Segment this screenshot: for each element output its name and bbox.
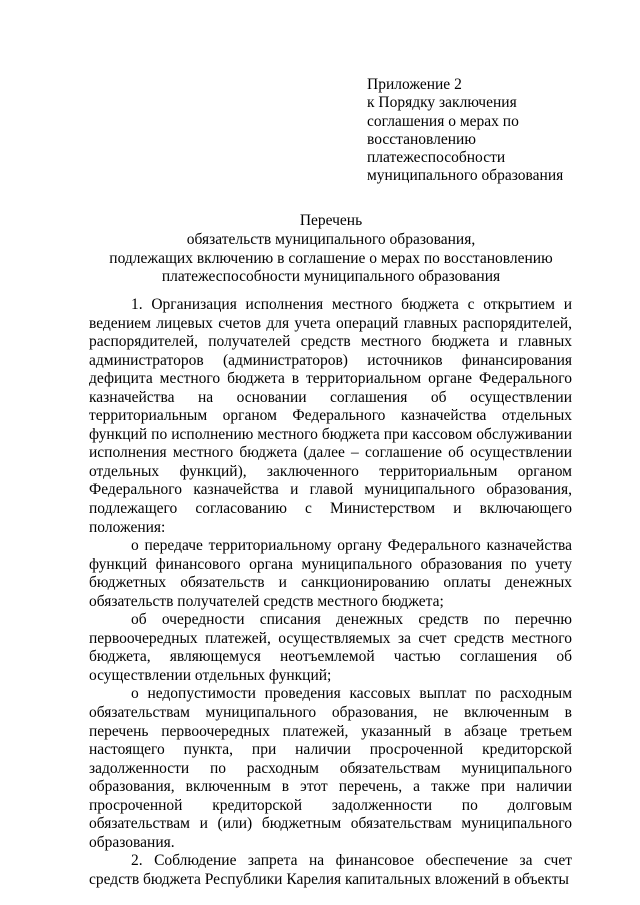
title-line: платежеспособности муниципального образования bbox=[161, 268, 501, 286]
appendix-line: к Порядку заключения bbox=[367, 94, 517, 112]
appendix-line: восстановлению bbox=[367, 130, 476, 148]
paragraph-subitem: о передаче территориальному органу Федерального казначейства функций финансового органа муниципального образования по учету бюджетных обязательств и санкционированию оплаты денежных обязательств получателей средств местного бюджета; bbox=[89, 537, 572, 610]
appendix-line: соглашения о мерах по bbox=[367, 112, 519, 130]
appendix-line: платежеспособности bbox=[367, 149, 506, 167]
document-body bbox=[89, 296, 572, 890]
document-title bbox=[88, 212, 574, 287]
title-line: обязательств муниципального образования, bbox=[186, 230, 476, 248]
appendix-line: муниципального образования bbox=[367, 167, 564, 185]
paragraph-item-2: 2. Соблюдение запрета на финансовое обеспечение за счет средств бюджета Республики Карелия капитальных вложений в объекты bbox=[89, 852, 572, 888]
paragraph-subitem: о недопустимости проведения кассовых выплат по расходным обязательствам муниципального образования, не включенным в перечень первоочередных платежей, указанный в абзаце третьем настоящего пункта, при наличии просроченной кредиторской задолженности по расходным обязательствам муниципального образования, включенным в этот перечень, а также при наличии просроченной кредиторской задолженности по долговым обязательствам и (или) бюджетным обязательствам муниципального образования. bbox=[89, 685, 572, 851]
title-line: подлежащих включению в соглашение о мерах по восстановлению bbox=[109, 249, 553, 267]
paragraph-subitem: об очередности списания денежных средств по перечню первоочередных платежей, осуществляемых за счет средств местного бюджета, являющемуся неотъемлемой частью соглашения об осуществлении отдельных функций; bbox=[89, 611, 572, 684]
paragraph-item-1: 1. Организация исполнения местного бюджета с открытием и ведением лицевых счетов для учета операций главных распорядителей, распорядителей, получателей средств местного бюджета и главных администраторов (администраторов) источников финансирования дефицита местного бюджета в территориальном органе Федерального казначейства на основании соглашения об осуществлении территориальным органом Федерального казначейства отдельных функций по исполнению местного бюджета при кассовом обслуживании исполнения местного бюджета (далее – соглашение об осуществлении отдельных функций), заключенного территориальным органом Федерального казначейства и главой муниципального образования, подлежащего согласованию с Министерством и включающего положения: bbox=[89, 296, 572, 536]
title-line: Перечень bbox=[299, 212, 363, 229]
appendix-reference bbox=[367, 76, 607, 186]
appendix-line: Приложение 2 bbox=[367, 76, 462, 93]
